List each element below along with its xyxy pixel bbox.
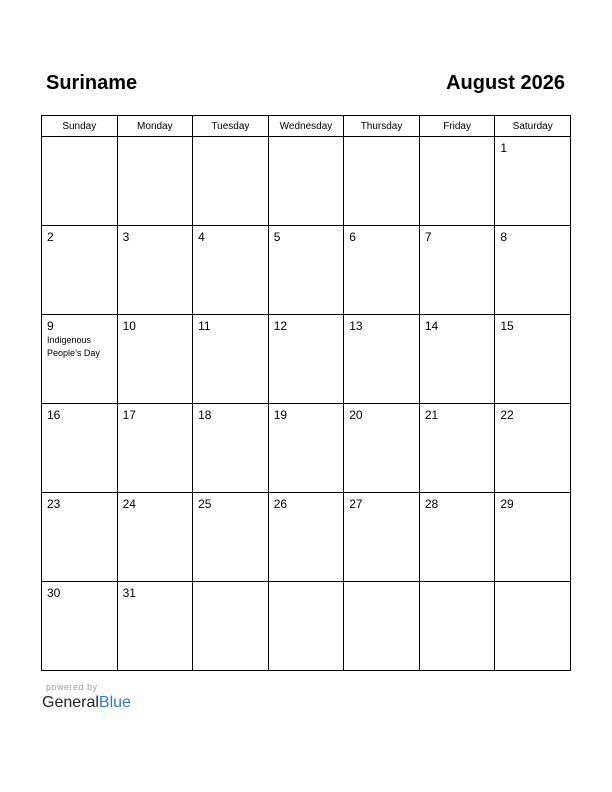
day-number: 11 — [198, 319, 211, 333]
day-cell — [344, 137, 420, 226]
day-cell — [344, 404, 420, 493]
day-cell — [193, 493, 269, 582]
day-number: 1 — [500, 141, 508, 155]
day-cell — [268, 582, 344, 671]
day-cell — [344, 315, 420, 404]
week-row — [42, 493, 571, 582]
day-cell — [268, 404, 344, 493]
calendar-country-title: Suriname — [46, 72, 138, 94]
generalblue-logo[interactable] — [42, 694, 131, 712]
day-cell — [42, 137, 118, 226]
day-number: 9 — [47, 319, 54, 333]
week-row — [42, 404, 571, 493]
powered-by-label: powered by — [46, 682, 98, 692]
day-number: 19 — [273, 408, 288, 422]
day-number: 12 — [273, 319, 288, 333]
day-cell — [42, 404, 118, 493]
week-row — [42, 582, 571, 671]
day-cell — [495, 226, 571, 315]
day-number: 18 — [198, 408, 212, 422]
day-cell — [419, 404, 495, 493]
day-number: 28 — [424, 497, 439, 511]
day-cell — [495, 582, 571, 671]
day-cell — [344, 582, 420, 671]
day-cell — [42, 582, 118, 671]
day-number: 2 — [47, 230, 54, 244]
day-cell — [193, 315, 269, 404]
day-cell — [42, 315, 118, 404]
weekday-saturday: Saturday — [495, 116, 571, 137]
day-number: 26 — [273, 497, 288, 511]
day-number: 4 — [198, 230, 205, 244]
holiday-label: Indigenous People’s Day — [47, 335, 100, 358]
week-row — [42, 137, 571, 226]
day-cell — [42, 226, 118, 315]
day-number: 6 — [349, 230, 356, 244]
day-number: 5 — [273, 230, 281, 244]
day-number: 24 — [122, 497, 136, 511]
day-cell — [419, 226, 495, 315]
day-number: 27 — [349, 497, 363, 511]
weekday-wednesday: Wednesday — [268, 116, 344, 137]
day-cell — [419, 582, 495, 671]
day-number: 20 — [349, 408, 363, 422]
calendar-grid — [41, 115, 571, 671]
day-number: 29 — [500, 497, 514, 511]
weekday-monday: Monday — [117, 116, 193, 137]
day-cell — [42, 493, 118, 582]
day-number: 15 — [500, 319, 514, 333]
weekday-tuesday: Tuesday — [193, 116, 269, 137]
brand-name-blue: Blue — [98, 694, 131, 711]
day-number: 3 — [122, 230, 130, 244]
day-number: 22 — [500, 408, 514, 422]
weekday-sunday: Sunday — [42, 116, 118, 137]
day-cell — [268, 137, 344, 226]
day-cell — [117, 404, 193, 493]
day-number: 23 — [47, 497, 61, 511]
day-number: 31 — [122, 586, 136, 600]
day-cell — [193, 404, 269, 493]
day-cell — [117, 137, 193, 226]
calendar-month-title: August 2026 — [446, 72, 565, 94]
day-number: 7 — [424, 230, 432, 244]
day-number: 14 — [424, 319, 439, 333]
day-cell — [268, 315, 344, 404]
day-number: 13 — [349, 319, 363, 333]
day-cell — [193, 137, 269, 226]
day-cell — [419, 137, 495, 226]
day-cell — [117, 582, 193, 671]
day-number: 21 — [424, 408, 439, 422]
day-cell — [495, 404, 571, 493]
weekday-friday: Friday — [419, 116, 495, 137]
day-cell — [117, 315, 193, 404]
day-cell — [117, 493, 193, 582]
day-number: 25 — [198, 497, 212, 511]
day-cell — [495, 493, 571, 582]
day-cell — [268, 493, 344, 582]
day-number: 17 — [122, 408, 136, 422]
weekday-thursday: Thursday — [344, 116, 420, 137]
day-number: 30 — [47, 586, 61, 600]
day-number: 8 — [500, 230, 508, 244]
weekday-header-row — [42, 116, 571, 137]
brand-name-general: General — [42, 694, 99, 711]
day-cell — [344, 493, 420, 582]
week-row — [42, 315, 571, 404]
day-cell — [268, 226, 344, 315]
day-number: 10 — [122, 319, 136, 333]
day-cell — [419, 315, 495, 404]
day-cell — [495, 315, 571, 404]
day-cell — [344, 226, 420, 315]
week-row — [42, 226, 571, 315]
day-cell — [193, 226, 269, 315]
day-cell — [495, 137, 571, 226]
day-cell — [419, 493, 495, 582]
day-cell — [117, 226, 193, 315]
day-number: 16 — [47, 408, 61, 422]
day-cell — [193, 582, 269, 671]
